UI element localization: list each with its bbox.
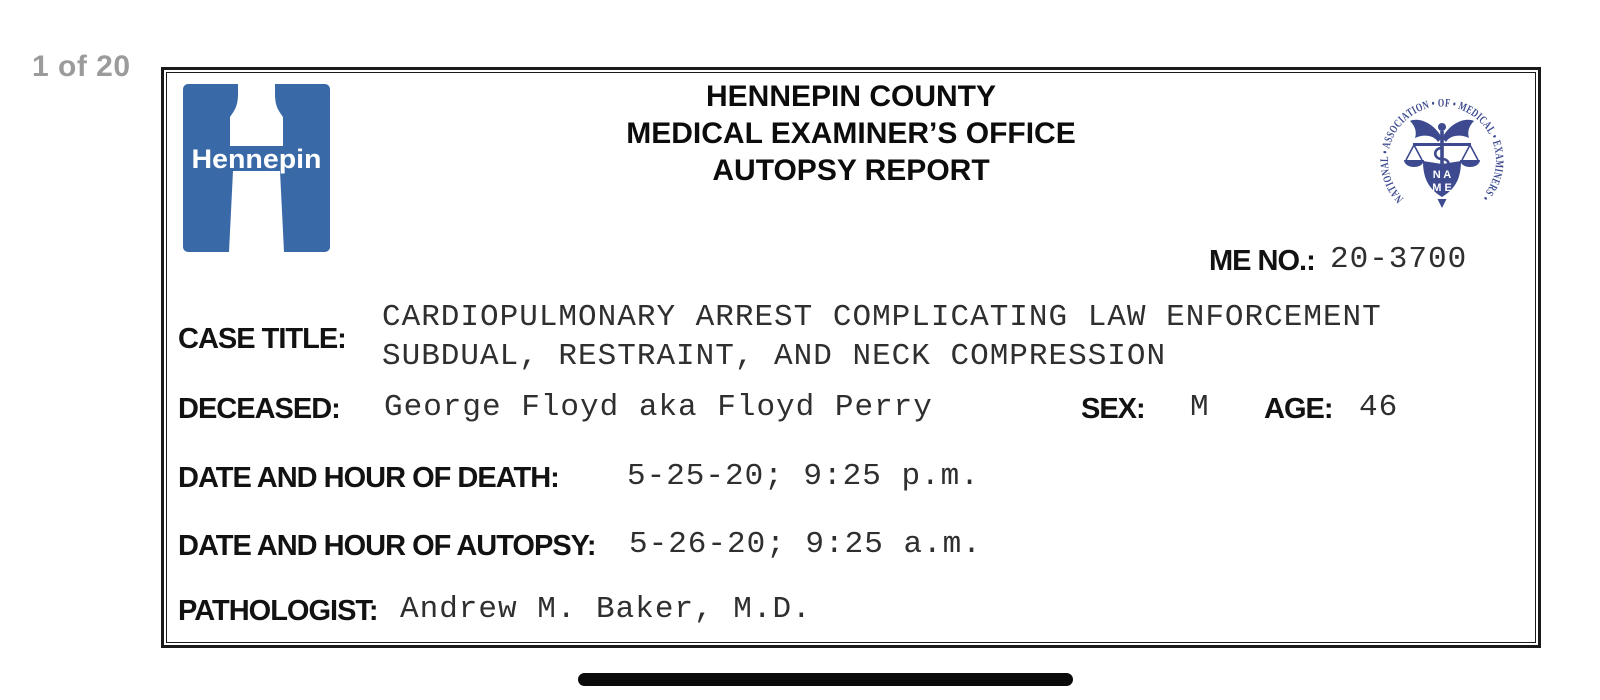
hennepin-logo-text: Hennepin <box>191 144 322 174</box>
date-of-death-value: 5-25-20; 9:25 p.m. <box>627 459 980 494</box>
deceased-label: DECEASED: <box>178 393 340 425</box>
case-title-value-line-1: CARDIOPULMONARY ARREST COMPLICATING LAW ENFORCEMENT <box>382 300 1382 335</box>
seal-emblem <box>1404 120 1480 208</box>
case-title-value-line-2: SUBDUAL, RESTRAINT, AND NECK COMPRESSION <box>382 339 1167 374</box>
date-of-autopsy-value: 5-26-20; 9:25 a.m. <box>629 527 982 562</box>
report-header-line-1: HENNEPIN COUNTY <box>705 80 997 113</box>
me-no-value: 20-3700 <box>1330 242 1468 277</box>
case-title-label: CASE TITLE: <box>178 323 346 355</box>
date-of-autopsy-label: DATE AND HOUR OF AUTOPSY: <box>178 530 596 562</box>
autopsy-report-page[interactable] <box>161 67 1541 648</box>
report-header <box>164 78 1538 189</box>
sex-label: SEX: <box>1081 393 1145 425</box>
seal-ring-text: NATIONAL • ASSOCIATION • OF • MEDICAL • EXAMINERS • <box>1378 97 1506 205</box>
name-association-seal-icon <box>1376 92 1508 228</box>
report-header-line-3: AUTOPSY REPORT <box>712 154 990 187</box>
pathologist-label: PATHOLOGIST: <box>178 595 378 627</box>
date-of-death-label: DATE AND HOUR OF DEATH: <box>178 462 559 494</box>
deceased-value: George Floyd aka Floyd Perry <box>384 390 933 425</box>
seal-shield-text-bottom: M E <box>1432 182 1452 194</box>
home-indicator-bar[interactable] <box>578 673 1073 686</box>
page-indicator: 1 of 20 <box>32 50 131 83</box>
age-label: AGE: <box>1264 393 1333 425</box>
seal-shield-text-top: N A <box>1432 169 1452 181</box>
me-no-label: ME NO.: <box>1209 245 1315 277</box>
sex-value: M <box>1190 390 1210 425</box>
report-header-line-2: MEDICAL EXAMINER’S OFFICE <box>626 117 1076 150</box>
age-value: 46 <box>1359 390 1399 425</box>
pathologist-value: Andrew M. Baker, M.D. <box>400 592 812 627</box>
